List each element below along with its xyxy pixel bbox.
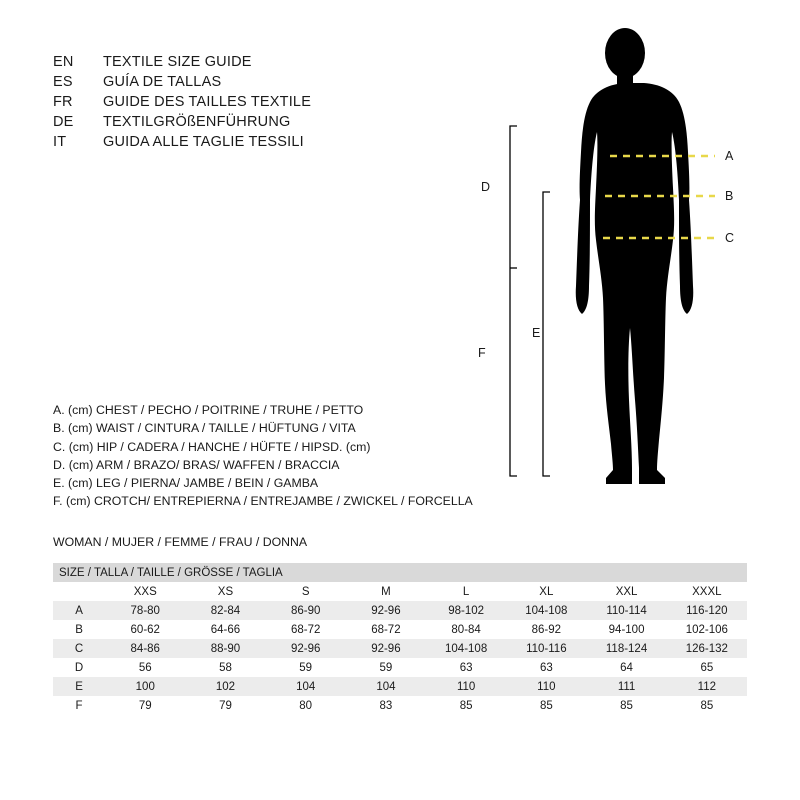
- title-row-es: [53, 72, 473, 92]
- gender-label: WOMAN / MUJER / FEMME / FRAU / DONNA: [53, 535, 308, 549]
- table-row: [53, 677, 747, 696]
- title-lang-fr: FR: [53, 94, 73, 110]
- row-label-c: C: [53, 639, 105, 658]
- cell-b-xs: 64-66: [185, 620, 265, 639]
- cell-f-l: 85: [426, 696, 506, 715]
- cell-c-xxxl: 126-132: [667, 639, 747, 658]
- cell-d-xxl: 64: [586, 658, 666, 677]
- cell-f-xs: 79: [185, 696, 265, 715]
- title-text-fr: GUIDE DES TAILLES TEXTILE: [103, 94, 312, 110]
- cell-e-xxs: 100: [105, 677, 185, 696]
- row-label-d: D: [53, 658, 105, 677]
- cell-c-m: 92-96: [346, 639, 426, 658]
- female-silhouette-icon: [576, 28, 694, 484]
- title-row-fr: [53, 92, 473, 112]
- title-lang-en: EN: [53, 54, 74, 70]
- title-text-en: TEXTILE SIZE GUIDE: [103, 54, 252, 70]
- title-row-en: [53, 52, 473, 72]
- cell-a-xs: 82-84: [185, 601, 265, 620]
- cell-a-xxs: 78-80: [105, 601, 185, 620]
- cell-e-l: 110: [426, 677, 506, 696]
- row-label-e: E: [53, 677, 105, 696]
- title-lang-it: IT: [53, 134, 67, 150]
- cell-f-xxs: 79: [105, 696, 185, 715]
- cell-a-m: 92-96: [346, 601, 426, 620]
- title-lang-de: DE: [53, 114, 74, 130]
- cell-a-l: 98-102: [426, 601, 506, 620]
- cell-e-m: 104: [346, 677, 426, 696]
- title-row-it: [53, 132, 473, 152]
- cell-b-xxxl: 102-106: [667, 620, 747, 639]
- legend-row-c: C. (cm) HIP / CADERA / HANCHE / HÜFTE / HIPSD. (cm): [53, 439, 371, 454]
- cell-c-xs: 88-90: [185, 639, 265, 658]
- cell-f-xl: 85: [506, 696, 586, 715]
- legend-row-d: D. (cm) ARM / BRAZO/ BRAS/ WAFFEN / BRACCIA: [53, 457, 340, 472]
- column-header-xxl: XXL: [586, 582, 666, 601]
- title-text-it: GUIDA ALLE TAGLIE TESSILI: [103, 134, 304, 150]
- title-text-es: GUÍA DE TALLAS: [103, 74, 222, 90]
- cell-e-xxxl: 112: [667, 677, 747, 696]
- figure-label-b: B: [725, 189, 734, 203]
- row-label-a: A: [53, 601, 105, 620]
- cell-c-s: 92-96: [266, 639, 346, 658]
- title-block: [53, 52, 473, 152]
- size-table: [53, 563, 747, 715]
- legend-block: [53, 401, 523, 511]
- legend-row-e: E. (cm) LEG / PIERNA/ JAMBE / BEIN / GAMBA: [53, 476, 319, 491]
- table-corner-cell: [53, 582, 105, 601]
- cell-f-m: 83: [346, 696, 426, 715]
- cell-d-xl: 63: [506, 658, 586, 677]
- cell-f-xxxl: 85: [667, 696, 747, 715]
- figure-label-e: E: [532, 326, 541, 340]
- cell-c-l: 104-108: [426, 639, 506, 658]
- cell-d-xs: 58: [185, 658, 265, 677]
- column-header-m: M: [346, 582, 426, 601]
- cell-a-s: 86-90: [266, 601, 346, 620]
- cell-d-xxs: 56: [105, 658, 185, 677]
- table-row: [53, 601, 747, 620]
- cell-e-s: 104: [266, 677, 346, 696]
- cell-b-s: 68-72: [266, 620, 346, 639]
- cell-e-xl: 110: [506, 677, 586, 696]
- figure-label-d: D: [481, 180, 491, 194]
- legend-row-f: F. (cm) CROTCH/ ENTREPIERNA / ENTREJAMBE / ZWICKEL / FORCELLA: [53, 494, 473, 509]
- cell-a-xxl: 110-114: [586, 601, 666, 620]
- cell-d-xxxl: 65: [667, 658, 747, 677]
- cell-f-s: 80: [266, 696, 346, 715]
- column-header-xs: XS: [185, 582, 265, 601]
- legend-row-a: A. (cm) CHEST / PECHO / POITRINE / TRUHE / PETTO: [53, 403, 364, 417]
- column-header-xxxl: XXXL: [667, 582, 747, 601]
- cell-d-m: 59: [346, 658, 426, 677]
- table-row: [53, 696, 747, 715]
- table-row: [53, 620, 747, 639]
- cell-b-xxs: 60-62: [105, 620, 185, 639]
- cell-c-xxl: 118-124: [586, 639, 666, 658]
- row-label-b: B: [53, 620, 105, 639]
- cell-a-xl: 104-108: [506, 601, 586, 620]
- cell-f-xxl: 85: [586, 696, 666, 715]
- table-header-label: SIZE / TALLA / TAILLE / GRÖSSE / TAGLIA: [53, 563, 747, 582]
- column-header-xl: XL: [506, 582, 586, 601]
- cell-a-xxxl: 116-120: [667, 601, 747, 620]
- row-label-f: F: [53, 696, 105, 715]
- column-header-s: S: [266, 582, 346, 601]
- cell-c-xl: 110-116: [506, 639, 586, 658]
- cell-b-l: 80-84: [426, 620, 506, 639]
- cell-b-m: 68-72: [346, 620, 426, 639]
- legend-row-b: B. (cm) WAIST / CINTURA / TAILLE / HÜFTUNG / VITA: [53, 421, 356, 436]
- cell-b-xl: 86-92: [506, 620, 586, 639]
- table-row: [53, 658, 747, 677]
- figure-label-f: F: [478, 346, 486, 360]
- figure-label-c: C: [725, 231, 735, 245]
- cell-b-xxl: 94-100: [586, 620, 666, 639]
- figure-label-a: A: [725, 149, 734, 163]
- cell-e-xs: 102: [185, 677, 265, 696]
- cell-d-s: 59: [266, 658, 346, 677]
- column-header-l: L: [426, 582, 506, 601]
- bracket-e: [543, 192, 550, 476]
- table-column-row: [53, 582, 747, 601]
- cell-c-xxs: 84-86: [105, 639, 185, 658]
- table-header-band: [53, 563, 747, 582]
- cell-e-xxl: 111: [586, 677, 666, 696]
- cell-d-l: 63: [426, 658, 506, 677]
- table-row: [53, 639, 747, 658]
- size-table-wrap: [53, 563, 747, 715]
- title-text-de: TEXTILGRÖßENFÜHRUNG: [103, 114, 291, 130]
- column-header-xxs: XXS: [105, 582, 185, 601]
- title-row-de: [53, 112, 473, 132]
- title-lang-es: ES: [53, 74, 73, 90]
